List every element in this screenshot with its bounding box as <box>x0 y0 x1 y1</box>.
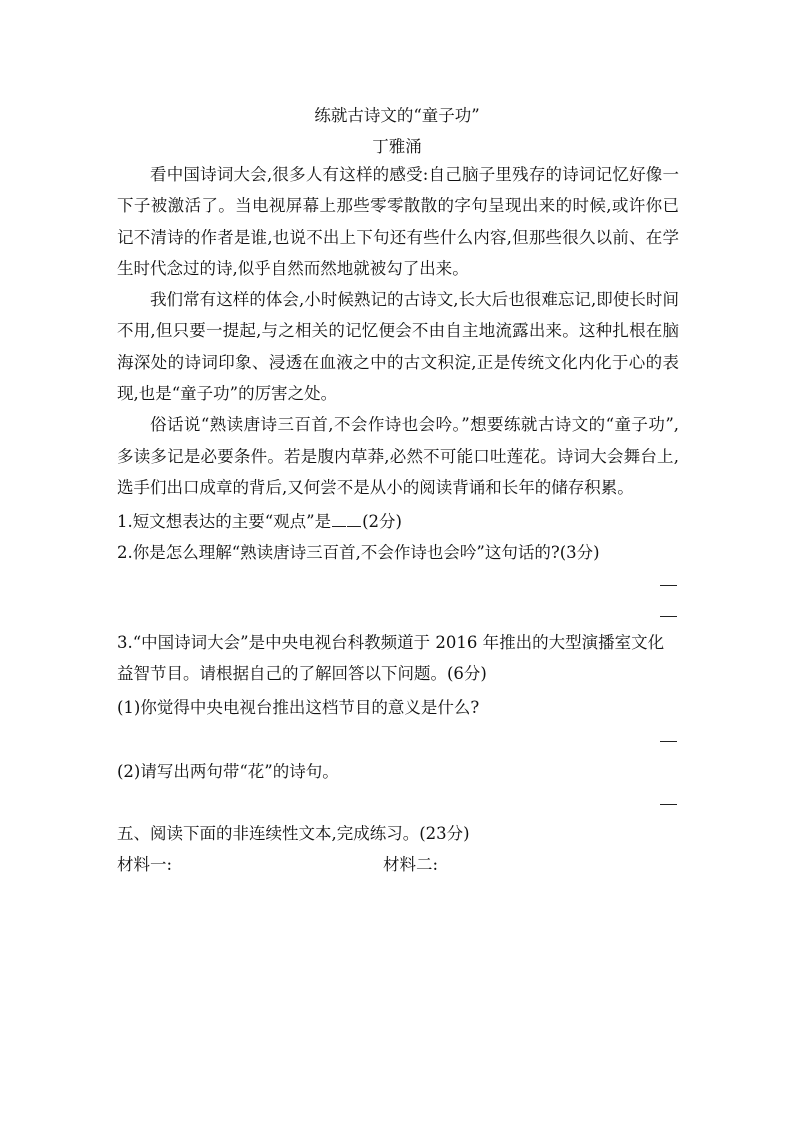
answer-line[interactable] <box>660 585 677 586</box>
article-body <box>117 159 679 503</box>
article-title: 练就古诗文的“童子功” <box>314 106 480 125</box>
paragraph-3: 俗话说“熟读唐诗三百首,不会作诗也会吟。”想要练就古诗文的“童子功”,多读多记是必要条件。若是腹内草莽,必然不可能口吐莲花。诗词大会舞台上,选手们出口成章的背后,又何尝不是从小的阅读背诵和长年的储存积累。 <box>117 415 679 497</box>
material-1-label: 材料一: <box>117 855 173 874</box>
paragraph-2: 我们常有这样的体会,小时候熟记的古诗文,长大后也很难忘记,即使长时间不用,但只要一提起,与之相关的记忆便会不由自主地流露出来。这种扎根在脑海深处的诗词印象、浸透在血液之中的古文积淀,正是传统文化内化于心的表现,也是“童子功”的厉害之处。 <box>117 290 679 404</box>
answer-line[interactable] <box>660 616 677 617</box>
question-3: 3.“中国诗词大会”是中央电视台科教频道于 2016 年推出的大型演播室文化益智节目。请根据自己的了解回答以下问题。(6分) <box>117 633 665 684</box>
article-author: 丁雅涌 <box>372 137 422 156</box>
answer-line[interactable] <box>660 741 677 742</box>
question-1-score: (2分) <box>362 512 402 531</box>
question-3-2: (2)请写出两句带“花”的诗句。 <box>117 762 339 781</box>
question-2: 2.你是怎么理解“熟读唐诗三百首,不会作诗也会吟”这句话的?(3分) <box>117 543 600 562</box>
answer-blank[interactable] <box>332 512 346 527</box>
answer-line[interactable] <box>660 804 677 805</box>
section-5-heading: 五、阅读下面的非连续性文本,完成练习。(23分) <box>117 824 470 843</box>
answer-blank[interactable] <box>347 512 361 527</box>
question-1-text: 1.短文想表达的主要“观点”是 <box>117 512 332 531</box>
question-3-1: (1)你觉得中央电视台推出这档节目的意义是什么? <box>117 698 480 717</box>
paragraph-1: 看中国诗词大会,很多人有这样的感受:自己脑子里残存的诗词记忆好像一下子被激活了。当电视屏幕上那些零零散散的字句呈现出来的时候,或许你已记不清诗的作者是谁,也说不出上下句还有些什么内容,但那些很久以前、在学生时代念过的诗,似乎自然而然地就被勾了出来。 <box>117 165 679 278</box>
material-2-label: 材料二: <box>383 855 439 874</box>
question-1 <box>117 508 402 532</box>
